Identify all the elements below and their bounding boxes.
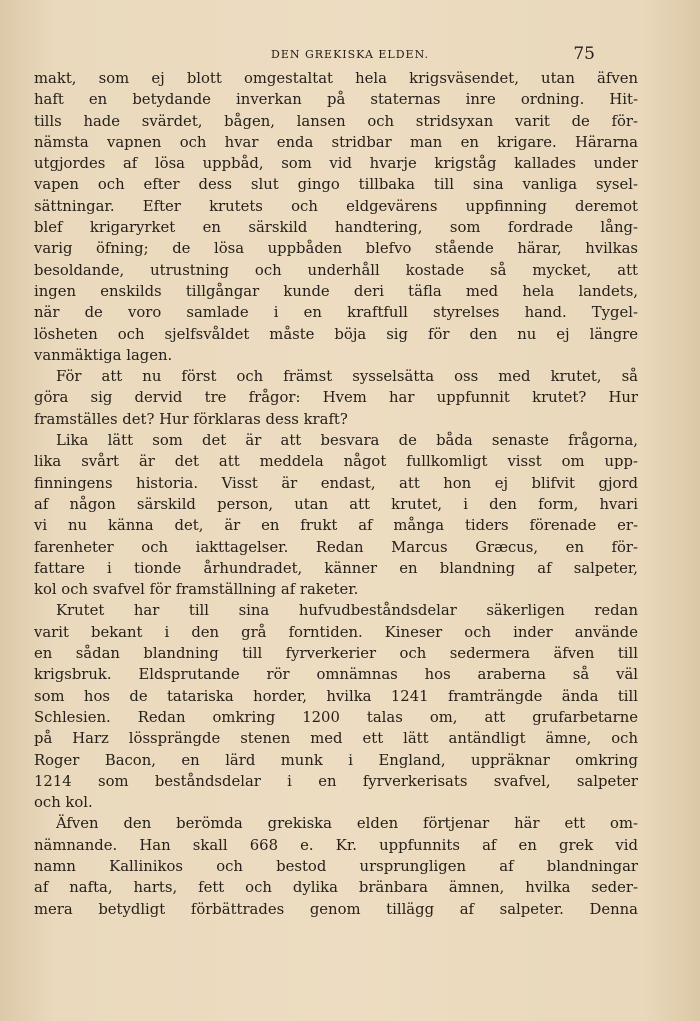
- text-line: Schlesien. Redan omkring 1200 talas om, att grufarbetarne: [34, 708, 638, 726]
- text-line: namn Kallinikos och bestod ursprungligen af blandningar: [34, 857, 638, 875]
- text-line: ingen enskilds tillgångar kunde deri täfla med hela landets,: [34, 282, 638, 300]
- text-line: Roger Bacon, en lärd munk i England, uppräknar omkring: [34, 751, 638, 769]
- text-line: haft en betydande inverkan på staternas inre ordning. Hit-: [34, 91, 638, 109]
- text-line: göra sig dervid tre frågor: Hvem har uppfunnit krutet? Hur: [34, 389, 638, 407]
- text-line: vanmäktiga lagen.: [34, 346, 173, 364]
- text-line: Lika lätt som det är att besvara de båda senaste frågorna,: [56, 432, 638, 450]
- text-line: Krutet har till sina hufvudbeståndsdelar säkerligen redan: [56, 602, 638, 620]
- text-line: 1214 som beståndsdelar i en fyrverkerisats svafvel, salpeter: [34, 772, 638, 790]
- text-line: när de voro samlade i en kraftfull styrelses hand. Tygel-: [34, 304, 638, 322]
- page-number: 75: [573, 44, 595, 64]
- text-line: lika svårt är det att meddela något fullkomligt visst om upp-: [34, 453, 638, 471]
- text-line: en sådan blandning till fyrverkerier och sedermera äfven till: [34, 645, 638, 663]
- text-line: farenheter och iakttagelser. Redan Marcus Græcus, en för-: [34, 538, 638, 556]
- text-line: besoldande, utrustning och underhåll kostade så mycket, att: [34, 261, 638, 279]
- text-line: blef krigaryrket en särskild handtering, som fordrade lång-: [34, 219, 638, 237]
- text-line: lösheten och sjelfsvåldet måste böja sig för den nu ej längre: [34, 325, 638, 343]
- running-head: [0, 44, 700, 64]
- text-line: krigsbruk. Eldsprutande rör omnämnas hos araberna så väl: [34, 666, 638, 684]
- text-line: mera betydligt förbättrades genom tillägg af salpeter. Denna: [34, 900, 638, 918]
- body-text: [34, 68, 638, 920]
- text-line: varig öfning; de lösa uppbåden blefvo stående härar, hvilkas: [34, 240, 638, 258]
- text-line: varit bekant i den grå forntiden. Kineser och inder använde: [34, 623, 638, 641]
- text-line: nämsta vapnen och hvar enda stridbar man en krigare. Härarna: [34, 133, 638, 151]
- text-line: sättningar. Efter krutets och eldgevärens uppfinning deremot: [34, 197, 638, 215]
- text-line: fattare i tionde århundradet, känner en blandning af salpeter,: [34, 559, 638, 577]
- text-line: och kol.: [34, 794, 93, 812]
- running-head-title: DEN GREKISKA ELDEN.: [271, 48, 429, 61]
- text-line: Äfven den berömda grekiska elden förtjenar här ett om-: [56, 815, 638, 833]
- text-line: af någon särskild person, utan att krutet, i den form, hvari: [34, 495, 638, 513]
- text-line: nämnande. Han skall 668 e. Kr. uppfunnits af en grek vid: [34, 836, 638, 854]
- text-line: som hos de tatariska horder, hvilka 1241 framträngde ända till: [34, 687, 638, 705]
- text-line: af nafta, harts, fett och dylika bränbara ämnen, hvilka seder-: [34, 879, 638, 897]
- text-line: tills hade svärdet, bågen, lansen och stridsyxan varit de för-: [34, 112, 638, 130]
- text-line: vi nu känna det, är en frukt af många tiders förenade er-: [34, 517, 638, 535]
- text-line: kol och svafvel för framställning af raketer.: [34, 581, 359, 599]
- text-line: på Harz lössprängde stenen med ett lätt antändligt ämne, och: [34, 730, 638, 748]
- text-line: finningens historia. Visst är endast, att hon ej blifvit gjord: [34, 474, 638, 492]
- text-line: makt, som ej blott omgestaltat hela krigsväsendet, utan äfven: [34, 70, 638, 87]
- text-line: vapen och efter dess slut gingo tillbaka till sina vanliga sysel-: [34, 176, 638, 194]
- text-line: framställes det? Hur förklaras dess kraft?: [34, 410, 348, 428]
- text-line: För att nu först och främst sysselsätta oss med krutet, så: [56, 368, 638, 386]
- text-line: utgjordes af lösa uppbåd, som vid hvarje krigståg kallades under: [34, 155, 638, 173]
